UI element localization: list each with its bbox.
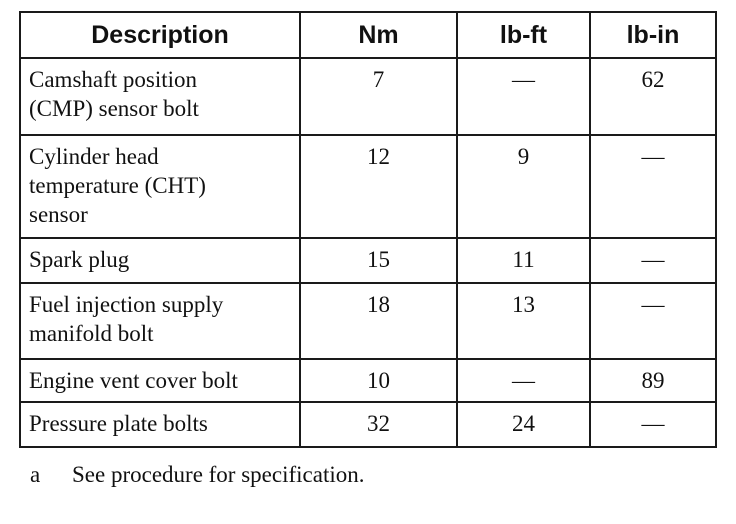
torque-spec-table [19, 11, 717, 448]
footnote-marker: a [30, 462, 41, 487]
cell-lb-in: — [590, 402, 716, 447]
cell-lb-in: — [590, 283, 716, 359]
table-row [20, 135, 716, 238]
table-row [20, 283, 716, 359]
table-row [20, 402, 716, 447]
cell-lb-in: 89 [590, 359, 716, 402]
table-body [20, 58, 716, 447]
header-lb-ft: lb-ft [457, 12, 590, 58]
description-text: Spark plug [29, 247, 130, 272]
description-text: Pressure plate bolts [29, 411, 208, 436]
cell-lb-in: — [590, 135, 716, 238]
cell-nm: 7 [300, 58, 457, 135]
table-header [20, 12, 716, 58]
header-lb-in: lb-in [590, 12, 716, 58]
cell-lb-ft: — [457, 359, 590, 402]
description-text: Engine vent cover bolt [29, 368, 238, 393]
cell-description [20, 359, 300, 402]
cell-lb-ft: 13 [457, 283, 590, 359]
footnote [30, 462, 364, 488]
footnote-text: See procedure for specification. [72, 462, 365, 487]
cell-description [20, 135, 300, 238]
description-text: Fuel injection supply manifold bolt [29, 292, 224, 346]
description-text: Cylinder head temperature (CHT) sensor [29, 144, 206, 227]
cell-lb-ft: — [457, 58, 590, 135]
header-row [20, 12, 716, 58]
cell-nm: 15 [300, 238, 457, 283]
cell-lb-in: 62 [590, 58, 716, 135]
header-description: Description [20, 12, 300, 58]
cell-lb-ft: 24 [457, 402, 590, 447]
table-row [20, 238, 716, 283]
description-text: Camshaft position (CMP) sensor bolt [29, 67, 199, 121]
cell-description [20, 402, 300, 447]
cell-nm: 10 [300, 359, 457, 402]
cell-description [20, 58, 300, 135]
table-row [20, 58, 716, 135]
cell-description [20, 283, 300, 359]
header-nm: Nm [300, 12, 457, 58]
table-row [20, 359, 716, 402]
cell-lb-in: — [590, 238, 716, 283]
cell-description [20, 238, 300, 283]
cell-lb-ft: 9 [457, 135, 590, 238]
cell-nm: 12 [300, 135, 457, 238]
cell-nm: 32 [300, 402, 457, 447]
cell-nm: 18 [300, 283, 457, 359]
cell-lb-ft: 11 [457, 238, 590, 283]
